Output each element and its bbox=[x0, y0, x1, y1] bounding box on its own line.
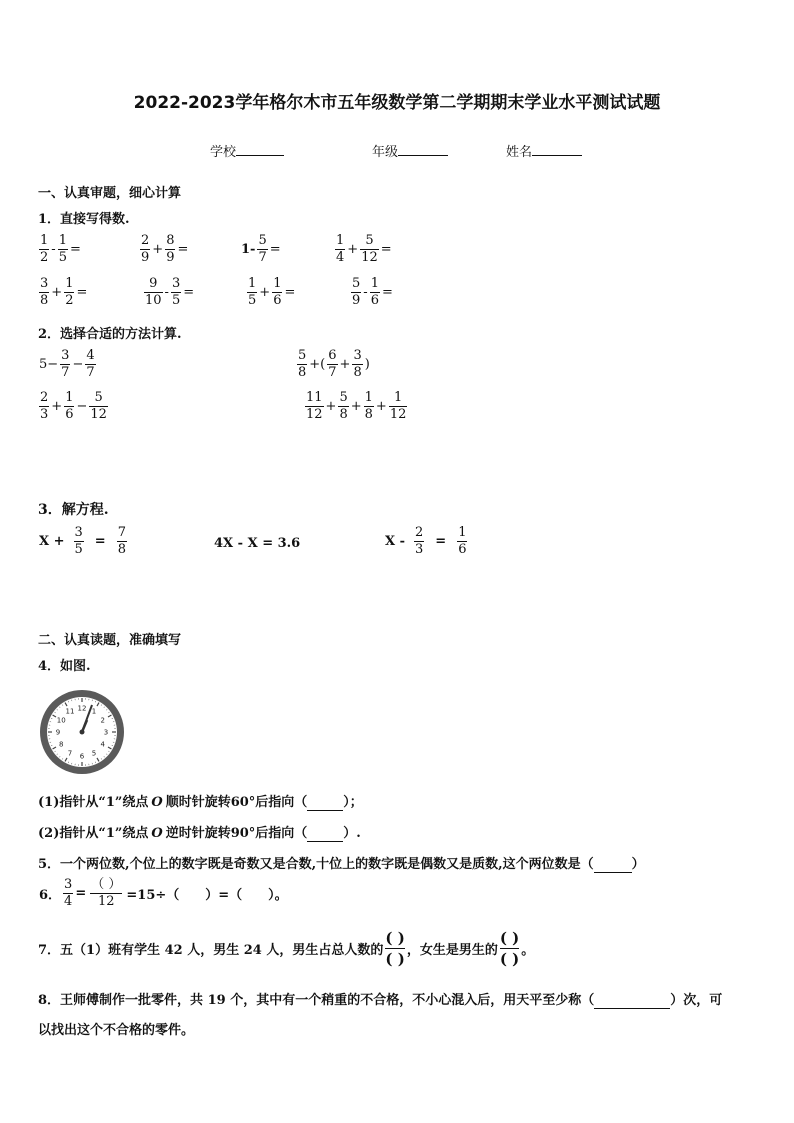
grade-blank[interactable] bbox=[398, 143, 448, 156]
clock-number: 10 bbox=[56, 716, 66, 725]
clock-number: 6 bbox=[79, 752, 85, 761]
q1-expr-8: 5 9 - 1 6 = bbox=[352, 276, 393, 308]
q1-label: 1．直接写得数. bbox=[38, 212, 130, 227]
school-label: 学校 bbox=[210, 145, 237, 160]
clock-number: 7 bbox=[67, 749, 73, 758]
clock-number: 8 bbox=[58, 740, 64, 749]
section-2-heading: 二、认真读题，准确填写 bbox=[38, 633, 182, 648]
q5: 5．一个两位数,个位上的数字既是奇数又是合数,十位上的数字既是偶数又是质数,这个两位数是（ ） bbox=[38, 857, 645, 872]
q3-equation-3: X - 2 3 = 1 6 bbox=[385, 525, 467, 557]
q3-equation-1: X + 3 5 = 7 8 bbox=[39, 525, 126, 557]
clock-number: 1 bbox=[91, 707, 97, 716]
grade-label: 年级 bbox=[372, 145, 399, 160]
q1-expr-2: 2 9 + 8 9 = bbox=[141, 233, 189, 265]
q2-expr-1: 5− 3 7 − 4 7 bbox=[39, 348, 95, 380]
q2-label: 2．选择合适的方法计算. bbox=[38, 327, 182, 342]
q4-part-2: (2)指针从“1”绕点 O 逆时针旋转90°后指向（ ）. bbox=[38, 826, 361, 841]
school-blank[interactable] bbox=[236, 143, 284, 156]
q1-expr-6: 9 10 - 3 5 = bbox=[145, 276, 195, 308]
section-1-heading: 一、认真审题，细心计算 bbox=[38, 186, 182, 201]
q2-expr-3: 2 3 + 1 6 − 5 12 bbox=[40, 390, 107, 422]
q6: 6． 3 4 = （ ） 12 =15÷（ ）=（ ）。 bbox=[39, 877, 288, 909]
name-label: 姓名 bbox=[506, 145, 533, 160]
q1-expr-4: 1 4 + 5 12 = bbox=[336, 233, 392, 265]
q1-expr-5: 3 8 + 1 2 = bbox=[40, 276, 88, 308]
clock-number: 12 bbox=[77, 704, 87, 713]
name-blank[interactable] bbox=[532, 143, 582, 156]
q8-line-1: 8．王师傅制作一批零件，共 19 个，其中有一个稍重的不合格，不小心混入后，用天平至少称（ ）次，可 bbox=[38, 993, 723, 1008]
clock-number: 2 bbox=[100, 716, 106, 725]
q3-label: 3．解方程. bbox=[38, 502, 109, 518]
clock-number: 5 bbox=[91, 749, 97, 758]
q8-line-2: 以找出这个不合格的零件。 bbox=[38, 1023, 195, 1038]
q8-blank[interactable] bbox=[594, 993, 670, 1009]
q7-blank-2[interactable]: ( ) ( ) bbox=[499, 929, 520, 968]
q4-label: 4．如图. bbox=[38, 659, 91, 674]
clock-number: 3 bbox=[103, 728, 109, 737]
clock-icon bbox=[38, 688, 126, 776]
q1-expr-7: 1 5 + 1 6 = bbox=[248, 276, 296, 308]
q4-part-1-blank[interactable] bbox=[307, 795, 343, 811]
q1-expr-1: 1 2 - 1 5 = bbox=[40, 233, 81, 265]
clock-number: 11 bbox=[65, 707, 75, 716]
q4-part-1: (1)指针从“1”绕点 O 顺时针旋转60°后指向（ ）； bbox=[38, 795, 363, 810]
clock-center bbox=[80, 730, 85, 735]
page-title: 2022-2023学年格尔木市五年级数学第二学期期末学业水平测试试题 bbox=[133, 93, 661, 113]
q4-part-2-blank[interactable] bbox=[307, 826, 343, 842]
school-field bbox=[210, 141, 284, 160]
q2-expr-4: 11 12 + 5 8 + 1 8 + 1 12 bbox=[306, 390, 407, 422]
q7: 7．五（1）班有学生 42 人，男生 24 人，男生占总人数的 ( ) ( ) ，女生是男生的 ( ) ( ) 。 bbox=[38, 929, 535, 968]
clock-number: 9 bbox=[55, 728, 61, 737]
clock-number: 4 bbox=[100, 740, 106, 749]
q3-equation-2: 4X - X = 3.6 bbox=[214, 536, 301, 551]
q1-expr-3: 1- 5 7 = bbox=[241, 233, 281, 265]
q7-blank-1[interactable]: ( ) ( ) bbox=[385, 929, 405, 968]
name-field bbox=[506, 141, 582, 160]
grade-field bbox=[372, 141, 448, 160]
q5-blank[interactable] bbox=[594, 857, 632, 873]
q2-expr-2: 5 8 +( 6 7 + 3 8 ) bbox=[298, 348, 370, 380]
